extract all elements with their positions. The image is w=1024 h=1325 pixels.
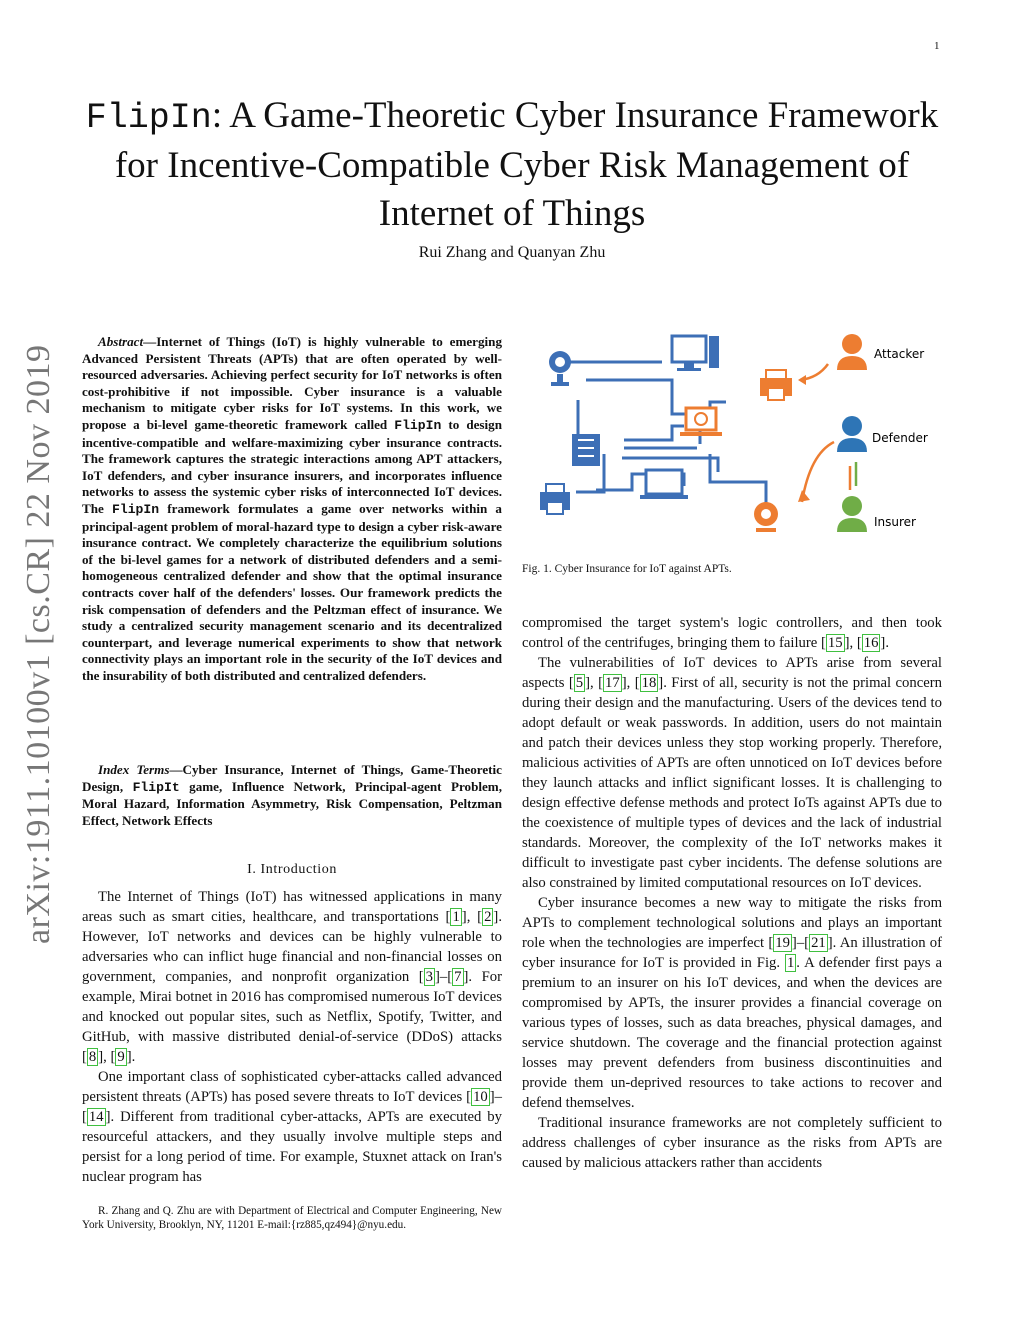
abstract-text: to design incentive-compatible and welfare-maximizing cyber insurance contracts. The framework captures the strategic interactions among APT attackers, IoT defenders, and cyber insurance insurers, and incorporates influence networks to assess the systemic cyber risks of interconnected IoT devices. The <box>82 416 502 516</box>
citation-link[interactable]: 7 <box>454 969 462 985</box>
paragraph: Cyber insurance becomes a new way to mitigate the risks from APTs to complement technological solutions and plays an important role when the technologies are imperfect [ 19 ]–[ 21 ]. An illustration of cyber insurance for IoT is provided in Fig. 1 . A defender first pays a premium to an insurer on his IoT devices, and when the devices are compromised by APTs, the insurer provides a financial coverage on various types of losses, such as data breaches, physical damages, and service shutdown. The coverage and the financial protection against losses may prevent defenders from business discontinuities and provide them un-deprived resources to take actions to recover and defend themselves. <box>522 895 943 1111</box>
arxiv-stamp: arXiv:1911.10100v1 [cs.CR] 22 Nov 2019 <box>20 344 57 944</box>
citation-link[interactable]: 2 <box>484 909 492 925</box>
printer-icon <box>760 370 792 400</box>
abstract <box>82 334 502 684</box>
webcam-icon <box>549 351 571 386</box>
index-terms-mono: FlipIt <box>132 779 180 795</box>
insurer-label: Insurer <box>874 515 916 529</box>
citation-link[interactable]: 9 <box>117 1049 125 1065</box>
figure-1-graphic <box>522 322 942 548</box>
index-terms-text: Cyber Insurance, Internet of Things, Game-Theoretic Design, <box>82 762 502 794</box>
desktop-computer-icon <box>672 336 719 371</box>
paragraph: The vulnerabilities of IoT devices to APTs arise from several aspects [ 5 ], [ 17 ], [ 18 ]. First of all, security is not the primal concern during their design and the manufacturing. Users of the devices tend to adopt default or weak passwords. In addition, users do not maintain and patch their devices unless they stop working properly. Therefore, malicious activities of APTs are often unnoticed on IoT devices before they launch attacks and inflict significant losses. It is challenging to design effective defense methods and protect IoTs against APTs due to the coexistence of multiple types of devices and the lack of industrial standards. Moreover, the complexity of the IoT networks makes it difficult to investigate past cyber incidents. The defense solutions are also constrained by limited computational resources on IoT devices. <box>522 655 942 891</box>
citation-link[interactable]: 1 <box>452 909 460 925</box>
abstract-dash: — <box>143 334 157 349</box>
paragraph: compromised the target system's logic controllers, and then took control of the centrifuges, bringing them to failure [ 15 ], [ 16 ]. <box>522 615 942 651</box>
section-heading: I. Introduction <box>247 862 337 877</box>
insurer-icon <box>837 496 867 532</box>
paragraph: The Internet of Things (IoT) has witnessed applications in many areas such as smart cities, healthcare, and transportations [ 1 ], [ 2 ]. However, IoT networks and devices can be highly vulnerable to adversaries who can inflict huge financial and non-financial losses on government, companies, and nonprofit organization [ 3 ]–[ 7 ]. For example, Mirai botnet in 2016 has compromised numerous IoT devices and knocked out popular sites, such as Netflix, Spotify, Twitter, and GitHub, with massive distributed denial-of-service (DDoS) attacks [ 8 ], [ 9 ]. <box>82 889 502 1065</box>
abstract-text: framework formulates a game over networks within a principal-agent problem of moral-hazard type to design a cyber risk-aware insurance contract. We completely characterize the equilibrium solutions of the bi-level games for a network of distributed defenders and a semi-homogeneous centralized defender and show that the optimal insurance contracts cover half of the defenders' losses. Our framework predicts the risk compensation of defenders and the Peltzman effect of insurance. We study a centralized security management scenario and its decentralized counterpart, and leverage numerical experiments to show that network connectivity plays an important role in the security of the IoT devices and the insurability of both distributed and centralized defenders. <box>82 500 502 683</box>
citation-link[interactable]: 5 <box>575 675 584 691</box>
paper-title <box>80 92 944 238</box>
abstract-text: Internet of Things (IoT) is highly vulnerable to emerging Advanced Persistent Threats (APTs) that are often operated by well-resourced adversaries. Achieving perfect security for IoT networks is often cost-prohibitive if not impossible. Cyber insurance is a valuable mechanism to mitigate cyber risks for IoT systems. In this work, we propose a bi-level game-theoretic framework called <box>82 334 502 432</box>
introduction-body <box>82 887 502 1187</box>
webcam-icon-compromised <box>754 502 778 532</box>
index-terms <box>82 762 502 829</box>
citation-link[interactable]: 19 <box>775 935 790 951</box>
attacker-icon <box>837 334 867 370</box>
attack-arrowhead <box>798 375 806 385</box>
abstract-label: Abstract <box>98 334 144 349</box>
figure-1 <box>522 322 942 548</box>
citation-link[interactable]: 21 <box>811 935 826 951</box>
citation-link[interactable]: 17 <box>605 675 620 691</box>
citation-link[interactable]: 3 <box>425 969 434 985</box>
citation-link[interactable]: 10 <box>473 1089 488 1105</box>
printer-icon-bottom <box>540 484 570 514</box>
figure-caption: Fig. 1. Cyber Insurance for IoT against APTs. <box>522 563 732 575</box>
abstract-mono: FlipIn <box>394 417 442 433</box>
citation-link[interactable]: 8 <box>88 1049 97 1065</box>
server-rack-icon <box>572 434 600 466</box>
citation-link[interactable]: 16 <box>863 635 879 651</box>
defender-icon <box>837 416 867 452</box>
paragraph: Traditional insurance frameworks are not completely sufficient to address challenges of cyber insurance as the risks from APTs are caused by malicious attackers rather than accidents <box>522 1115 942 1171</box>
defender-label: Defender <box>872 431 928 445</box>
laptop-icon <box>640 470 688 499</box>
title-rest: : A Game-Theoretic Cyber Insurance Framework for Incentive-Compatible Cyber Risk Management of Internet of Things <box>114 95 939 234</box>
citation-link[interactable]: 14 <box>88 1109 104 1125</box>
abstract-mono: FlipIn <box>111 501 160 517</box>
defend-arrow <box>802 442 834 502</box>
index-terms-text: game, Influence Network, Principal-agent Problem, Moral Hazard, Information Asymmetry, Risk Compensation, Peltzman Effect, Network Effects <box>82 778 502 828</box>
authors: Rui Zhang and Quanyan Zhu <box>418 244 606 261</box>
index-terms-label: Index Terms <box>98 762 170 777</box>
title-mono-part: FlipIn <box>85 98 212 138</box>
figure-ref-link[interactable]: 1 <box>786 955 795 971</box>
index-terms-dash: — <box>169 762 183 777</box>
attacker-label: Attacker <box>874 347 925 361</box>
right-column-body <box>522 613 942 1173</box>
paragraph: One important class of sophisticated cyber-attacks called advanced persistent threats (APTs) has posed severe threats to IoT devices [ 10 ]–[ 14 ]. Different from traditional cyber-attacks, APTs are executed by resourceful attackers, and they usually involve multiple steps and persist for a long period of time. For example, Stuxnet attack on Iran's nuclear program has <box>82 1069 502 1185</box>
citation-link[interactable]: 15 <box>827 635 843 651</box>
page-number: 1 <box>934 40 940 52</box>
footnote: R. Zhang and Q. Zhu are with Department of Electrical and Computer Engineering, New York University, Brooklyn, NY, 11201 E-mail:{rz885,qz494}@nyu.edu. <box>82 1205 502 1231</box>
citation-link[interactable]: 18 <box>641 675 657 691</box>
